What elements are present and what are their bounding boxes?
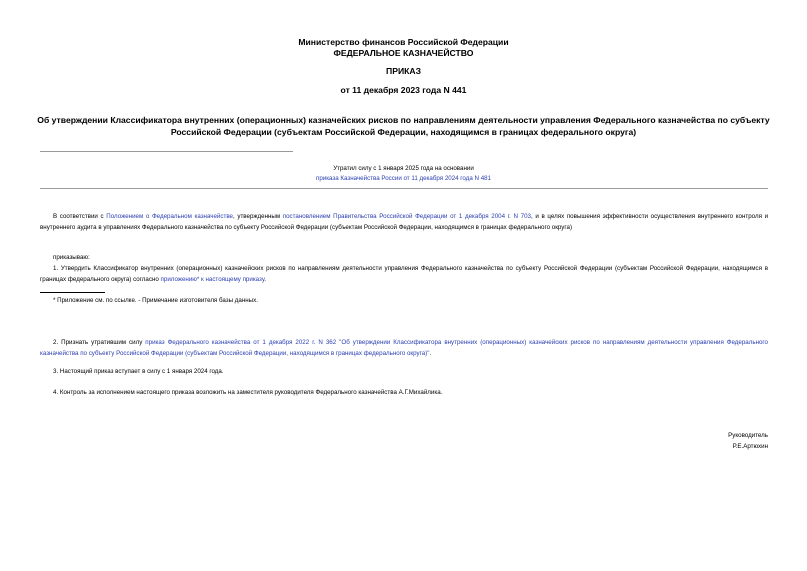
preamble-text-3: , и в целях повышения эффективности осуществления внутреннего контроля и внутреннего аудита в управлениях Федерального казначейства по субъекту Российской Федерации (субъектам Российской Федерации, находящимся в границах федерального округа) <box>40 213 769 231</box>
order-word: приказываю: <box>53 254 90 261</box>
item-3: 3. Настоящий приказ вступает в силу с 1 января 2024 года. <box>53 368 224 375</box>
signature-role: Руководитель <box>728 432 768 439</box>
item-1-text: 1. Утвердить Классификатор внутренних (операционных) казначейских рисков по направлениям деятельности управления Федерального казначейства по субъекту Российской Федерации (субъектам Российской Федерации, находящимся в границах федерального округа) согласно <box>40 265 768 283</box>
item-1 <box>40 264 768 285</box>
doc-type: ПРИКАЗ <box>386 66 421 76</box>
ministry-name: Министерство финансов Российской Федерации <box>298 37 509 47</box>
signature-name: Р.Е.Артюхин <box>732 442 768 450</box>
link-government-decree[interactable]: постановлением Правительства Российской Федерации от 1 декабря 2004 г. N 703 <box>282 213 531 220</box>
status-notice-link[interactable]: приказа Казначейства России от 11 декабря 2024 года N 481 <box>315 175 492 182</box>
preamble-text-2: , утвержденным <box>232 213 283 220</box>
item-2-end: . <box>429 349 432 357</box>
preamble-text-1: В соответствии с <box>53 213 107 220</box>
link-appendix[interactable]: приложению* к настоящему приказу <box>160 275 265 283</box>
doc-date-number: от 11 декабря 2023 года N 441 <box>340 85 467 95</box>
footnote: * Приложение см. по ссылке. - Примечание изготовителя базы данных. <box>53 297 258 304</box>
item-2 <box>40 338 768 359</box>
divider-short <box>40 151 293 152</box>
signature-block <box>728 431 768 452</box>
status-notice <box>0 164 807 184</box>
item-4: 4. Контроль за исполнением настоящего приказа возложить на заместителя руководителя Федерального казначейства А.Г.Михайлика. <box>53 389 443 396</box>
link-treasury-regulation[interactable]: Положением о Федеральном казначействе <box>106 213 233 220</box>
divider-full <box>40 188 768 189</box>
header-block <box>0 37 807 59</box>
preamble-paragraph <box>40 212 768 233</box>
status-notice-text: Утратил силу с 1 января 2025 года на основании <box>333 165 474 172</box>
footnote-divider <box>40 292 105 293</box>
item-1-end: . <box>264 275 267 283</box>
link-repealed-order[interactable]: приказ Федерального казначейства от 1 декабря 2022 г. N 362 "Об утверждении Классификатора внутренних (операционных) казначейских рисков по направлениям деятельности управления Федерального казначейства по субъекту Российской Федерации (субъектам Российской Федерации, находящимся в границах федерального округа)" <box>40 339 768 357</box>
item-2-text: 2. Признать утратившим силу <box>53 339 146 346</box>
treasury-name: ФЕДЕРАЛЬНОЕ КАЗНАЧЕЙСТВО <box>333 48 474 58</box>
doc-title: Об утверждении Классификатора внутренних (операционных) казначейских рисков по направлениям деятельности управления Федерального казначейства по субъекту Российской Федерации (субъектам Российской Федерации, находящимся в границах федерального округа) <box>37 115 770 137</box>
